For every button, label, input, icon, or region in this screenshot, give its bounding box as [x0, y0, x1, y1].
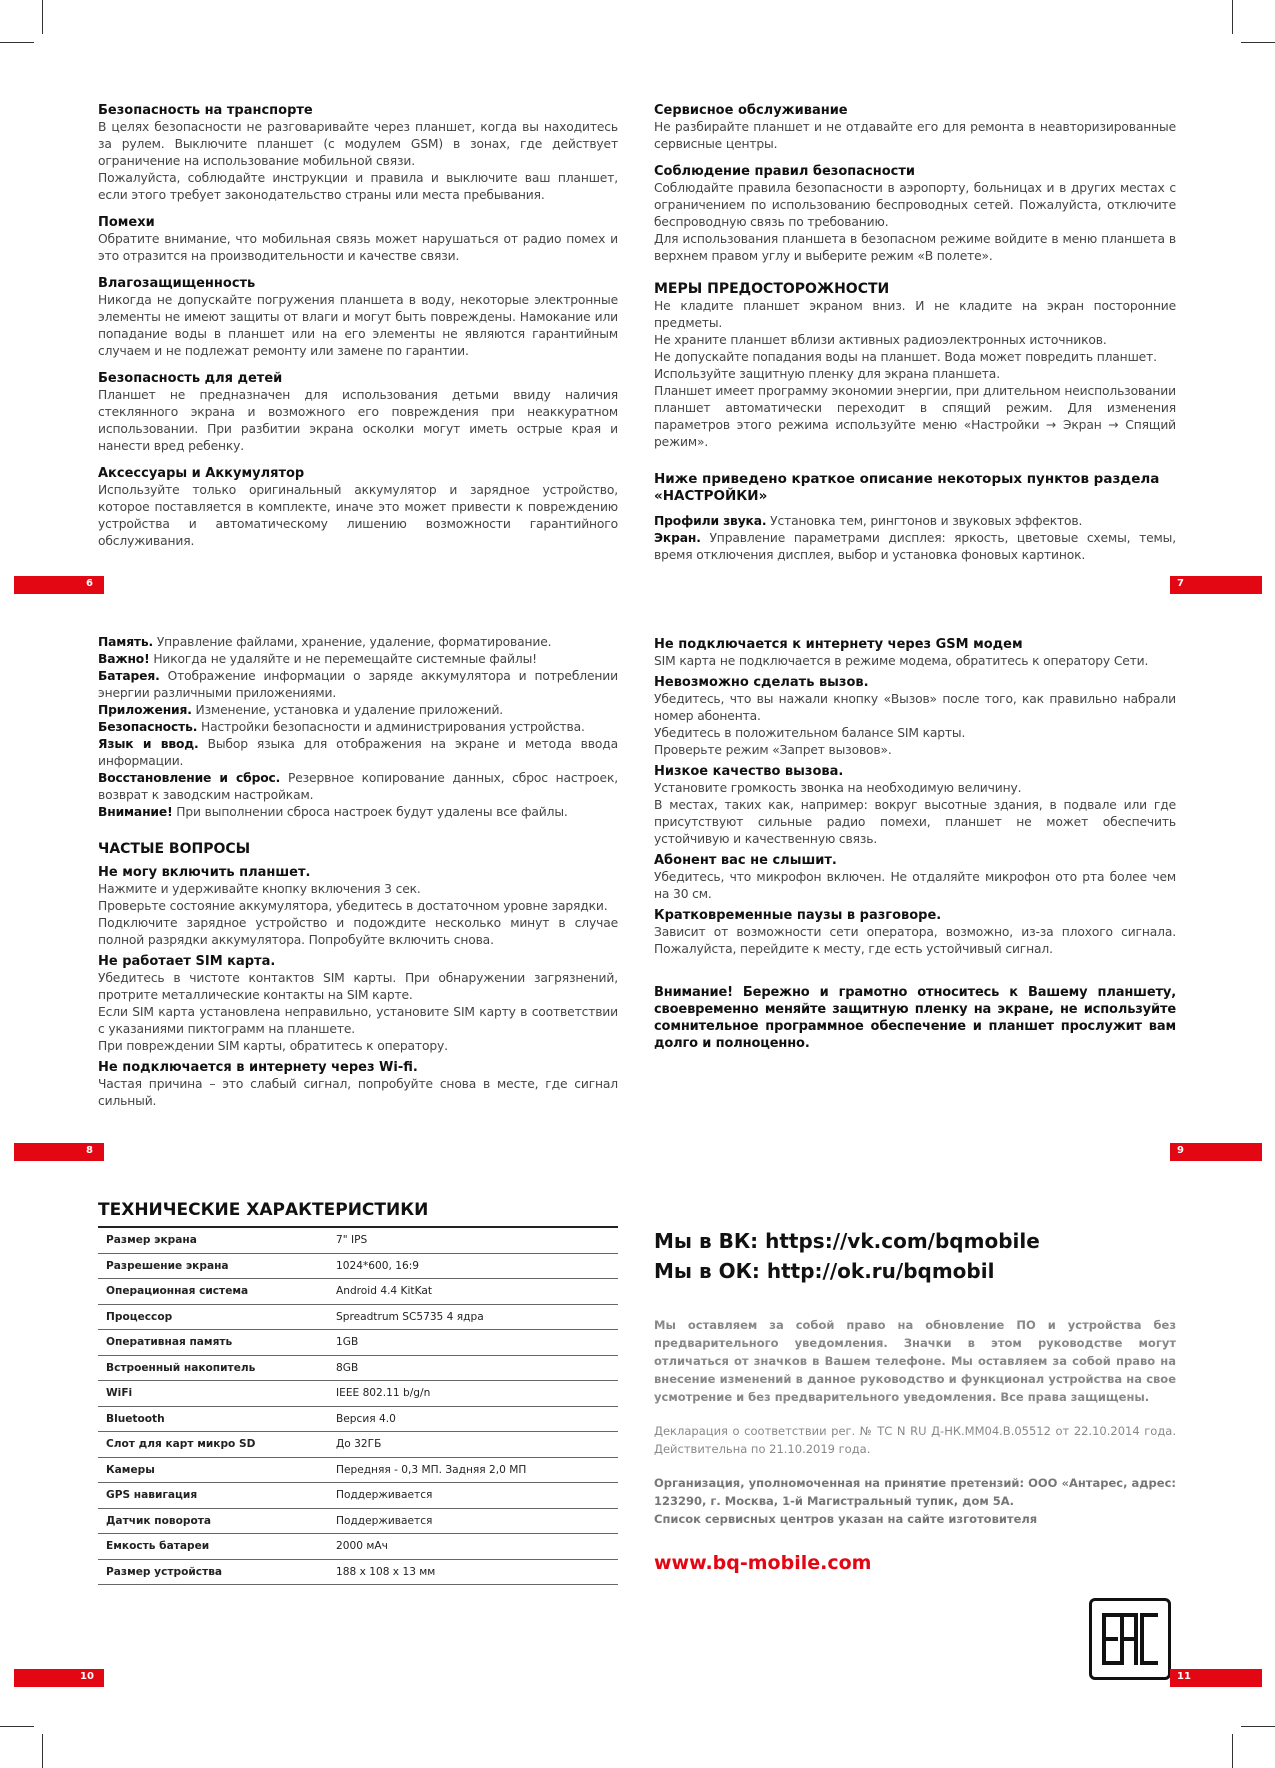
- faq-question: Невозможно сделать вызов.: [654, 675, 869, 690]
- settings-item: [98, 719, 618, 736]
- spec-value: Версия 4.0: [328, 1406, 618, 1432]
- section-paragraph: Для использования планшета в безопасном режиме войдите в меню планшета в верхнем правом углу и выберите режим «В полете».: [654, 232, 1176, 263]
- page-6-column: [98, 102, 618, 562]
- settings-term: Приложения.: [98, 703, 192, 717]
- spec-row: [98, 1304, 618, 1330]
- section-title: Безопасность для детей: [98, 371, 283, 386]
- faq-question: Не подключается в интернету через Wi-fi.: [98, 1060, 418, 1075]
- settings-text: Настройки безопасности и администрирования устройства.: [197, 720, 585, 734]
- page-number: 10: [80, 1671, 94, 1682]
- spec-key: Встроенный накопитель: [98, 1355, 328, 1381]
- page-9-column: [654, 636, 1176, 1136]
- faq-answer: Нажмите и удерживайте кнопку включения 3 сек.: [98, 882, 421, 896]
- section-title: Помехи: [98, 215, 155, 230]
- settings-text: Установка тем, рингтонов и звуковых эффектов.: [766, 514, 1083, 528]
- spec-row: [98, 1381, 618, 1407]
- precaution-item: Используйте защитную пленку для экрана планшета.: [654, 367, 1000, 381]
- crop-mark: [0, 1726, 34, 1727]
- spec-row: [98, 1534, 618, 1560]
- spec-key: Оперативная память: [98, 1330, 328, 1356]
- crop-mark: [0, 42, 34, 43]
- declaration: Декларация о соответствии рег. № ТС N RU Д-НК.ММ04.В.05512 от 22.10.2014 года. Действительна по 21.10.2019 года.: [654, 1424, 1176, 1456]
- section-paragraph: Соблюдайте правила безопасности в аэропорту, больницах и в других местах с ограничением по использованию беспроводных сетей. Пожалуйста, отключите беспроводную связь по требованию.: [654, 181, 1176, 229]
- settings-item: [98, 804, 618, 821]
- section-paragraph: Никогда не допускайте погружения планшета в воду, некоторые электронные элементы не имеют защиты от влаги и могут быть повреждены. Намокание или попадание воды в планшет или на его элементы не являются гарантийным случаем и не подлежат ремонту или замене по гарантии.: [98, 293, 618, 358]
- crop-mark: [1232, 0, 1233, 34]
- spec-key: Датчик поворота: [98, 1508, 328, 1534]
- page-bar: [1170, 576, 1262, 594]
- crop-mark: [1241, 1726, 1275, 1727]
- settings-term: Память.: [98, 635, 154, 649]
- settings-term: Экран.: [654, 531, 701, 545]
- section-title: Аксессуары и Аккумулятор: [98, 466, 305, 481]
- spec-key: Размер устройства: [98, 1559, 328, 1585]
- org-info: Организация, уполномоченная на принятие претензий: ООО «Антарес, адрес: 123290, г. Москва, 1-й Магистральный тупик, дом 5А.: [654, 1476, 1176, 1508]
- settings-term: Батарея.: [98, 669, 160, 683]
- spec-row: [98, 1508, 618, 1534]
- spec-key: Операционная система: [98, 1279, 328, 1305]
- settings-text: Управление параметрами дисплея: яркость, цветовые схемы, темы, время отключения дисплея, выбор и установка фоновых картинок.: [654, 531, 1176, 562]
- settings-item: [98, 651, 618, 668]
- spec-row: [98, 1457, 618, 1483]
- section-title: Сервисное обслуживание: [654, 103, 848, 118]
- page-7-column: [654, 102, 1176, 562]
- faq-title: ЧАСТЫЕ ВОПРОСЫ: [98, 841, 251, 857]
- spec-key: Слот для карт микро SD: [98, 1432, 328, 1458]
- settings-text: При выполнении сброса настроек будут удалены все файлы.: [172, 805, 568, 819]
- faq-answer: Проверьте режим «Запрет вызовов».: [654, 743, 892, 757]
- spec-key: Процессор: [98, 1304, 328, 1330]
- settings-text: Управление файлами, хранение, удаление, форматирование.: [153, 635, 552, 649]
- page-11: [654, 1226, 1176, 1586]
- section-paragraph: Обратите внимание, что мобильная связь может нарушаться от радио помех и это отразится на производительности и качестве связи.: [98, 232, 618, 263]
- spec-row: [98, 1559, 618, 1585]
- settings-term: Профили звука.: [654, 514, 767, 528]
- settings-item: [98, 770, 618, 804]
- section-paragraph: Планшет не предназначен для использования детьми ввиду наличия стеклянного экрана и возможного его повреждения при неаккуратном использовании. При разбитии экрана осколки могут иметь острые края и нанести вред ребенку.: [98, 388, 618, 453]
- settings-term: Восстановление и сброс.: [98, 771, 281, 785]
- eac-mark-icon: [1092, 1601, 1168, 1677]
- faq-answer: Проверьте состояние аккумулятора, убедитесь в достаточном уровне зарядки.: [98, 899, 608, 913]
- spec-value: Передняя - 0,3 МП. Задняя 2,0 МП: [328, 1457, 618, 1483]
- settings-term: Безопасность.: [98, 720, 198, 734]
- precautions-title: МЕРЫ ПРЕДОСТОРОЖНОСТИ: [654, 281, 890, 297]
- spec-value: Поддерживается: [328, 1483, 618, 1509]
- faq-answer: Зависит от возможности сети оператора, возможно, из-за плохого сигнала. Пожалуйста, перейдите к месту, где есть устойчивый сигнал.: [654, 925, 1176, 956]
- spec-value: 2000 мАч: [328, 1534, 618, 1560]
- spec-value: 7" IPS: [328, 1227, 618, 1253]
- spec-key: Камеры: [98, 1457, 328, 1483]
- spec-value: 188 х 108 х 13 мм: [328, 1559, 618, 1585]
- page-bar: [1170, 1143, 1262, 1161]
- crop-mark: [1241, 42, 1275, 43]
- faq-answer: При повреждении SIM карты, обратитесь к оператору.: [98, 1039, 448, 1053]
- settings-item: [98, 634, 618, 651]
- page-bar: [14, 1669, 104, 1687]
- spec-key: Bluetooth: [98, 1406, 328, 1432]
- settings-text: Отображение информации о заряде аккумулятора и потреблении энергии различными приложениями.: [98, 669, 618, 700]
- settings-term: Внимание!: [98, 805, 173, 819]
- settings-text: Изменение, установка и удаление приложений.: [191, 703, 504, 717]
- precaution-item: Не допускайте попадания воды на планшет. Вода может повредить планшет.: [654, 350, 1157, 364]
- section-paragraph: Используйте только оригинальный аккумулятор и зарядное устройство, которое поставляется в комплекте, иначе это может привести к повреждению устройства и автоматическому лишению возможности гарантийного обслуживания.: [98, 483, 618, 548]
- faq-answer: Если SIM карта установлена неправильно, установите SIM карту в соответствии с указаниями пиктограмм на планшете.: [98, 1005, 618, 1036]
- faq-answer: В местах, таких как, например: вокруг высотные здания, в подвале или где присутствуют сильные радио помехи, планшет не может обеспечить устойчивую и качественную связь.: [654, 798, 1176, 846]
- faq-answer: Убедитесь, что вы нажали кнопку «Вызов» после того, как правильно набрали номер абонента.: [654, 692, 1176, 723]
- service-centers: Список сервисных центров указан на сайте изготовителя: [654, 1512, 1038, 1526]
- settings-intro-title: Ниже приведено краткое описание некоторых пунктов раздела «НАСТРОЙКИ»: [654, 471, 1160, 504]
- settings-text: Выбор языка для отображения на экране и метода ввода информации.: [98, 737, 618, 768]
- precaution-item: Не храните планшет вблизи активных радиоэлектронных источников.: [654, 333, 1107, 347]
- settings-term: Важно!: [98, 652, 150, 666]
- section-title: Безопасность на транспорте: [98, 103, 313, 118]
- spec-value: Android 4.4 KitKat: [328, 1279, 618, 1305]
- ok-link[interactable]: Мы в ОК: http://ok.ru/bqmobil: [654, 1259, 995, 1283]
- spec-key: Разрешение экрана: [98, 1253, 328, 1279]
- precaution-item: Не кладите планшет экраном вниз. И не кладите на экран посторонние предметы.: [654, 299, 1176, 330]
- page-number: 11: [1177, 1671, 1191, 1682]
- faq-question: Кратковременные паузы в разговоре.: [654, 908, 942, 923]
- faq-answer: Убедитесь в чистоте контактов SIM карты. При обнаружении загрязнений, протрите металлические контакты на SIM карте.: [98, 971, 618, 1002]
- settings-item: [654, 513, 1176, 530]
- page-bar: [1170, 1669, 1262, 1687]
- section-paragraph: В целях безопасности не разговаривайте через планшет, когда вы находитесь за рулем. Выключите планшет (с модулем GSM) в зонах, где действует ограничение на использование мобильной связи.: [98, 120, 618, 168]
- page-bar: [14, 576, 104, 594]
- page-number: 9: [1177, 1145, 1184, 1156]
- settings-item: [98, 736, 618, 770]
- crop-mark: [42, 0, 43, 34]
- website-link[interactable]: www.bq-mobile.com: [654, 1552, 872, 1574]
- vk-link[interactable]: Мы в ВК: https://vk.com/bqmobile: [654, 1229, 1040, 1253]
- page-8-column: [98, 634, 618, 1134]
- spec-value: До 32ГБ: [328, 1432, 618, 1458]
- faq-answer: Установите громкость звонка на необходимую величину.: [654, 781, 1022, 795]
- page-number: 8: [86, 1145, 93, 1156]
- faq-question: Низкое качество вызова.: [654, 764, 844, 779]
- spec-value: 1024*600, 16:9: [328, 1253, 618, 1279]
- spec-key: GPS навигация: [98, 1483, 328, 1509]
- warning-note: Внимание! Бережно и грамотно относитесь к Вашему планшету, своевременно меняйте защитную пленку на экране, не используйте сомнительное программное обеспечение и планшет прослужит вам долго и полноценно.: [654, 985, 1176, 1051]
- spec-key: WiFi: [98, 1381, 328, 1407]
- spec-value: 1GB: [328, 1330, 618, 1356]
- section-title: Соблюдение правил безопасности: [654, 164, 916, 179]
- crop-mark: [1232, 1734, 1233, 1768]
- settings-term: Язык и ввод.: [98, 737, 199, 751]
- spec-value: Spreadtrum SC5735 4 ядра: [328, 1304, 618, 1330]
- crop-mark: [42, 1734, 43, 1768]
- spec-key: Размер экрана: [98, 1227, 328, 1253]
- faq-question: Не подключается к интернету через GSM модем: [654, 637, 1023, 652]
- spec-title: ТЕХНИЧЕСКИЕ ХАРАКТЕРИСТИКИ: [98, 1200, 429, 1220]
- faq-answer: Частая причина – это слабый сигнал, попробуйте снова в месте, где сигнал сильный.: [98, 1077, 618, 1108]
- faq-question: Не работает SIM карта.: [98, 954, 276, 969]
- page-bar: [14, 1143, 104, 1161]
- settings-item: [654, 530, 1176, 562]
- spec-row: [98, 1227, 618, 1253]
- eac-logo: [1089, 1598, 1171, 1680]
- spec-value: 8GB: [328, 1355, 618, 1381]
- precaution-item: Планшет имеет программу экономии энергии, при длительном неиспользовании планшет автоматически переходит в спящий режим. Для изменения параметров этого режима используйте меню «Настройки → Экран → Спящий режим».: [654, 384, 1176, 449]
- section-paragraph: Не разбирайте планшет и не отдавайте его для ремонта в неавторизированные сервисные центры.: [654, 120, 1176, 151]
- spec-row: [98, 1279, 618, 1305]
- spec-key: Емкость батареи: [98, 1534, 328, 1560]
- settings-text: Никогда не удаляйте и не перемещайте системные файлы!: [149, 652, 537, 666]
- faq-answer: Убедитесь в положительном балансе SIM карты.: [654, 726, 966, 740]
- settings-item: [98, 702, 618, 719]
- spec-row: [98, 1330, 618, 1356]
- rights-notice: Мы оставляем за собой право на обновление ПО и устройства без предварительного уведомления. Значки в этом руководстве могут отличаться от значков в Вашем телефоне. Мы оставляем за собой право на внесение изменений в данное руководство и функционал устройства на свое усмотрение и без предварительного уведомления. Все права защищены.: [654, 1318, 1176, 1404]
- spec-value: Поддерживается: [328, 1508, 618, 1534]
- spec-value: IEEE 802.11 b/g/n: [328, 1381, 618, 1407]
- faq-answer: Убедитесь, что микрофон включен. Не отдаляйте микрофон ото рта более чем на 30 см.: [654, 870, 1176, 901]
- spec-row: [98, 1483, 618, 1509]
- page-number: 7: [1177, 578, 1184, 589]
- faq-answer: SIM карта не подключается в режиме модема, обратитесь к оператору Сети.: [654, 654, 1149, 668]
- faq-question: Абонент вас не слышит.: [654, 853, 837, 868]
- page-number: 6: [86, 578, 93, 589]
- faq-answer: Подключите зарядное устройство и подождите несколько минут в случае полной разрядки аккумулятора. Попробуйте включить снова.: [98, 916, 618, 947]
- spec-row: [98, 1406, 618, 1432]
- section-paragraph: Пожалуйста, соблюдайте инструкции и правила и выключите ваш планшет, если этого требует законодательство страны или места пребывания.: [98, 171, 618, 202]
- spec-row: [98, 1253, 618, 1279]
- page-10: [98, 1200, 638, 1600]
- section-title: Влагозащищенность: [98, 276, 256, 291]
- settings-item: [98, 668, 618, 702]
- settings-text: Резервное копирование данных, сброс настроек, возврат к заводским настройкам.: [98, 771, 618, 802]
- spec-row: [98, 1355, 618, 1381]
- spec-table: [98, 1226, 618, 1585]
- faq-question: Не могу включить планшет.: [98, 865, 311, 880]
- spec-row: [98, 1432, 618, 1458]
